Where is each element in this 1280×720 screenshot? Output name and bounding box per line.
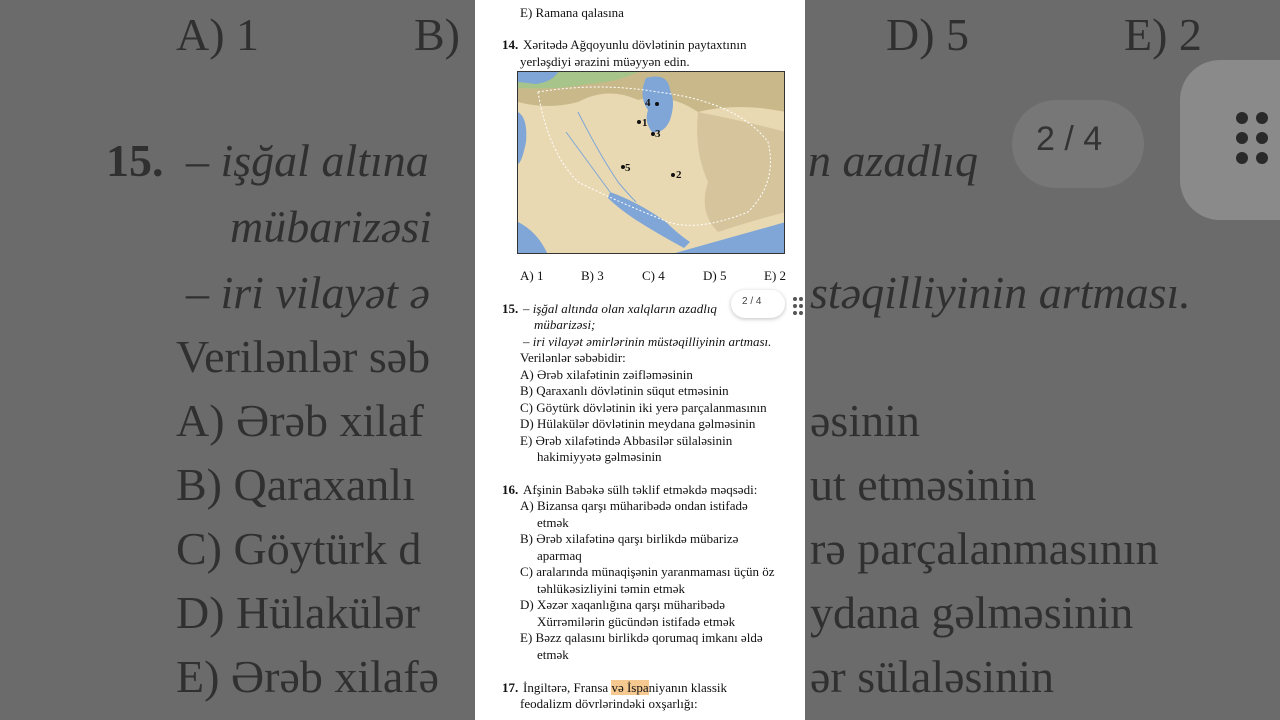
map-label-2: 2: [676, 169, 682, 181]
question-text: mübarizəsi;: [534, 317, 596, 332]
answer-option[interactable]: E) Ərəb xilafətində Abbasilər sülaləsinin: [520, 433, 733, 448]
bg-text: A) Ərəb xilaf: [176, 395, 424, 446]
bg-text: stəqilliyinin artması.: [810, 267, 1191, 318]
bg-text: B) Qaraxanlı: [176, 459, 415, 510]
map-image: [517, 71, 785, 254]
bg-text: D) Hülakülər: [176, 587, 420, 638]
document-page: [475, 0, 805, 720]
bg-text: – işğal altına: [186, 135, 429, 186]
answer-option[interactable]: B) Qaraxanlı dövlətinin süqut etməsinin: [520, 383, 729, 398]
bg-text: B): [414, 9, 460, 60]
highlight-marker: və İspa: [611, 680, 649, 695]
map-label-4: 4: [645, 97, 651, 109]
question-number: 14.: [502, 37, 519, 52]
question-text: Xəritədə Ağqoyunlu dövlətinin paytaxtının: [523, 37, 747, 52]
bg-text: – iri vilayət ə: [186, 267, 430, 318]
question-text-part: İngiltərə, Fransa: [523, 680, 612, 695]
answer-option[interactable]: C) aralarında münaqişənin yaranmaması üçün öz: [520, 564, 775, 579]
bg-page-indicator-text: 2 / 4: [1036, 120, 1103, 158]
bg-text: A) 1: [176, 9, 260, 60]
question-number: 16.: [502, 482, 519, 497]
question-number: 17.: [502, 680, 519, 695]
map-svg: [518, 72, 785, 254]
answer-option[interactable]: A) Bizansa qarşı müharibədə ondan istifadə: [520, 498, 748, 513]
question-text: yerləşdiyi ərazini müəyyən edin.: [520, 54, 690, 69]
question-text: Verilənlər səbəbidir:: [520, 350, 626, 365]
map-label-5: 5: [625, 162, 631, 174]
answer-option-cont: hakimiyyətə gəlməsinin: [537, 449, 662, 464]
bg-text: ut etməsinin: [810, 459, 1037, 510]
question-text: feodalizm dövrlərindəki oxşarlığı:: [520, 696, 698, 711]
question-text: [523, 680, 727, 696]
answer-option-cont: təhlükəsizliyini təmin etmək: [537, 581, 686, 596]
question-text: – işğal altında olan xalqların azadlıq: [523, 301, 717, 316]
page-indicator-text: 2 / 4: [742, 296, 762, 307]
answer-option[interactable]: B) Ərəb xilafətinə qarşı birlikdə mübarizə: [520, 531, 739, 546]
map-label-3: 3: [655, 128, 661, 140]
answer-option[interactable]: B) 3: [581, 268, 604, 283]
question-text: – iri vilayət əmirlərinin müstəqilliyinin artması.: [523, 334, 772, 349]
answer-option[interactable]: C) Göytürk dövlətinin iki yerə parçalanmasının: [520, 400, 767, 415]
bg-text: D) 5: [886, 9, 970, 60]
answer-option[interactable]: D) 5: [703, 268, 727, 283]
grid-menu-icon[interactable]: [787, 292, 805, 320]
bg-text: rə parçalanmasının: [810, 523, 1159, 574]
question-text-part: niyanın klassik: [648, 680, 727, 695]
page-indicator[interactable]: [731, 290, 785, 318]
answer-option-cont: etmək: [537, 647, 569, 662]
answer-option[interactable]: E) Bəzz qalasını birlikdə qorumaq imkanı əldə: [520, 630, 763, 645]
bg-text: Verilənlər səb: [176, 331, 431, 382]
bg-text: əsinin: [810, 395, 920, 446]
answer-option[interactable]: D) Hülakülər dövlətinin meydana gəlməsinin: [520, 416, 756, 431]
bg-text: mübarizəsi: [230, 201, 432, 252]
answer-option[interactable]: A) Ərəb xilafətinin zəifləməsinin: [520, 367, 693, 382]
answer-option[interactable]: E) 2: [764, 268, 787, 283]
answer-option-cont: Xürrəmilərin gücündən istifadə etmək: [537, 614, 736, 629]
answer-option-cont: etmək: [537, 515, 569, 530]
answer-option[interactable]: D) Xəzər xaqanlığına qarşı müharibədə: [520, 597, 726, 612]
bg-text: ydana gəlməsinin: [810, 587, 1134, 638]
bg-text: n azadlıq: [808, 135, 978, 186]
bg-text: 15.: [106, 135, 164, 186]
question-text: Afşinin Babəkə sülh təklif etməkdə məqsədi:: [523, 482, 758, 497]
bg-text: E) Ərəb xilafə: [176, 651, 440, 702]
map-label-1: 1: [642, 117, 648, 129]
bg-text: ər sülaləsinin: [810, 651, 1054, 702]
bg-text: E) 2: [1124, 9, 1202, 60]
answer-option-cont: aparmaq: [537, 548, 582, 563]
bg-text: C) Göytürk d: [176, 523, 422, 574]
question-number: 15.: [502, 301, 519, 316]
answer-option[interactable]: A) 1: [520, 268, 544, 283]
bg-grid-icon: [1236, 112, 1276, 172]
answer-option[interactable]: C) 4: [642, 268, 665, 283]
prev-answer: E) Ramana qalasına: [520, 5, 624, 20]
